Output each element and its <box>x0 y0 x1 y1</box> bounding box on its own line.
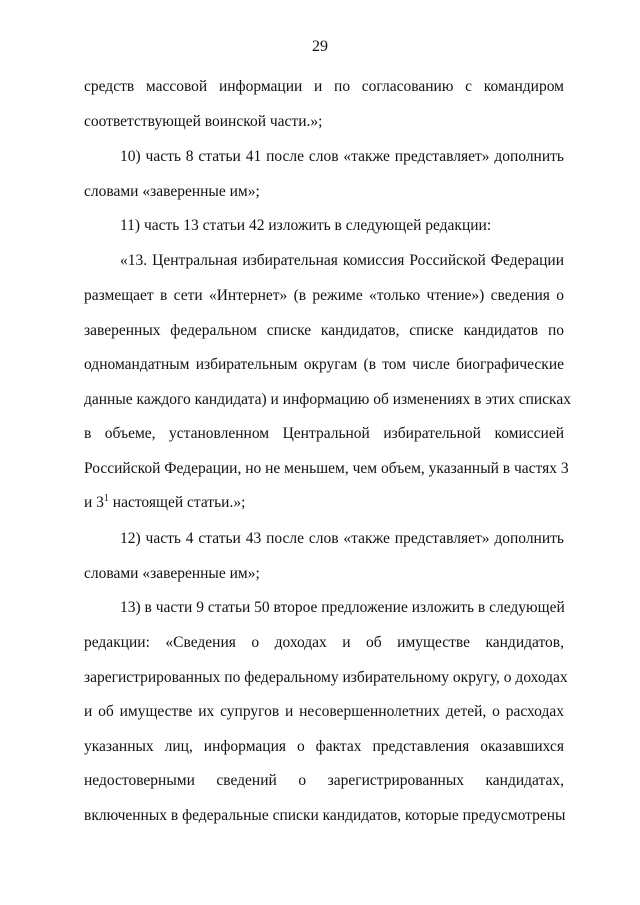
text-line: размещает в сети «Интернет» (в режиме «только чтение») сведения о <box>84 287 564 304</box>
text-line: словами «заверенные им»; <box>84 183 260 200</box>
text-line: соответствующей воинской части.»; <box>84 113 323 130</box>
page-number: 29 <box>312 38 328 55</box>
text-line: словами «заверенные им»; <box>84 565 260 582</box>
text-line: зарегистрированных по федеральному избирательному округу, о доходах <box>84 669 568 686</box>
text-line: недостоверными сведений о зарегистрированных кандидатах, <box>84 772 564 789</box>
text-line: одномандатным избирательным округам (в том числе биографические <box>84 356 564 373</box>
text-line: редакции: «Сведения о доходах и об имуществе кандидатов, <box>84 634 564 651</box>
superscript: 1 <box>103 492 109 504</box>
text-line: 12) часть 4 статьи 43 после слов «также представляет» дополнить <box>120 530 564 547</box>
text-line: заверенных федеральном списке кандидатов, списке кандидатов по <box>84 322 564 339</box>
text-fragment: настоящей статьи.»; <box>108 494 246 511</box>
text-line: 10) часть 8 статьи 41 после слов «также представляет» дополнить <box>120 148 564 165</box>
text-line: указанных лиц, информация о фактах представления оказавшихся <box>84 738 564 755</box>
text-line: Российской Федерации, но не меньшем, чем объем, указанный в частях 3 <box>84 460 569 477</box>
text-line: средств массовой информации и по согласованию с командиром <box>84 78 564 95</box>
text-fragment: и 3 <box>84 494 104 511</box>
text-line: 13) в части 9 статьи 50 второе предложение изложить в следующей <box>120 599 565 616</box>
text-line: 11) часть 13 статьи 42 изложить в следующей редакции: <box>120 217 492 234</box>
text-line: включенных в федеральные списки кандидатов, которые предусмотрены <box>84 807 566 824</box>
text-line: «13. Центральная избирательная комиссия Российской Федерации <box>120 252 564 269</box>
text-line <box>84 493 564 513</box>
text-line: в объеме, установленном Центральной избирательной комиссией <box>84 425 564 442</box>
text-line: данные каждого кандидата) и информацию об изменениях в этих списках <box>84 391 571 408</box>
text-line: и об имуществе их супругов и несовершеннолетних детей, о расходах <box>84 703 564 720</box>
